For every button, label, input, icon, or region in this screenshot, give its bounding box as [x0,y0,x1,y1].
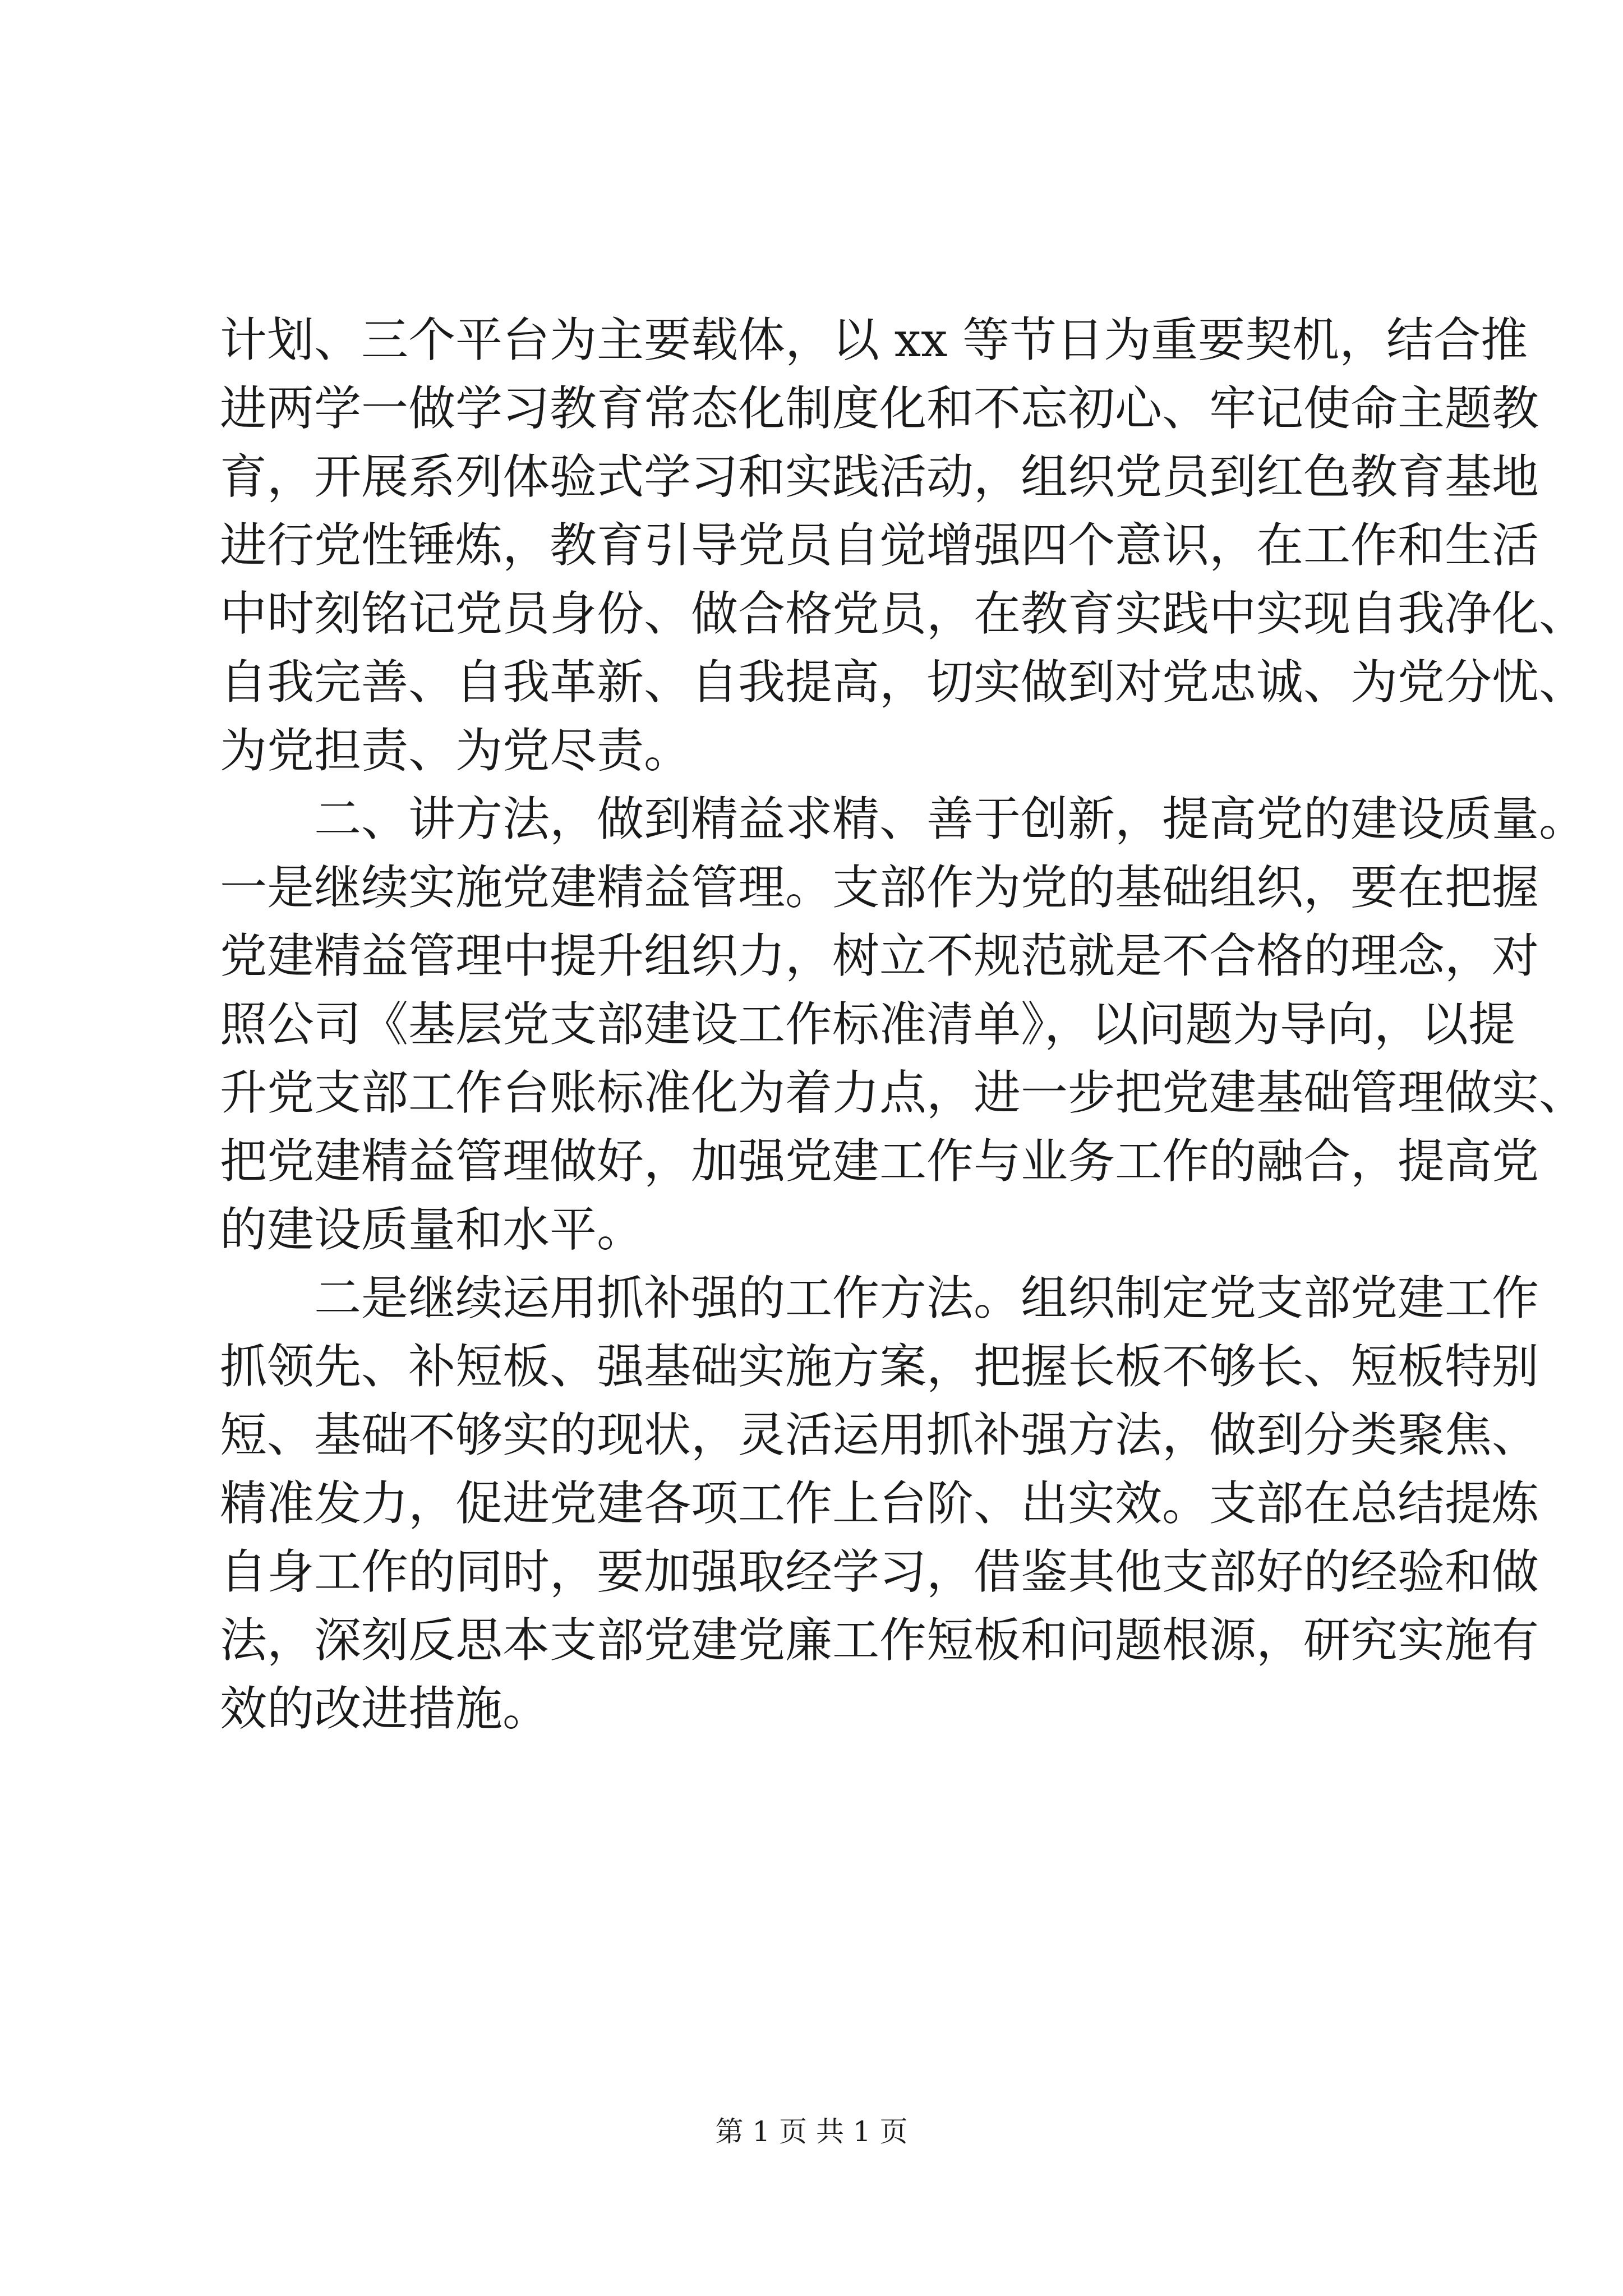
text-line: 升党支部工作台账标准化为着力点，进一步把党建基础管理做实、 [220,1065,1587,1120]
text-line: 抓领先、补短板、强基础实施方案，把握长板不够长、短板特别 [220,1339,1539,1394]
text-line: 的建设质量和水平。 [220,1202,644,1257]
text-line: 中时刻铭记党员身份、做合格党员，在教育实践中实现自我净化、 [220,586,1587,641]
text-line: 自身工作的同时，要加强取经学习，借鉴其他支部好的经验和做 [220,1544,1539,1599]
text-line: 精准发力，促进党建各项工作上台阶、出实效。支部在总结提炼 [220,1476,1539,1531]
text-line: 为党担责、为党尽责。 [220,723,691,778]
text-line: 育，开展系列体验式学习和实践活动，组织党员到红色教育基地 [220,449,1539,504]
text-line: 法，深刻反思本支部党建党廉工作短板和问题根源，研究实施有 [220,1613,1539,1668]
text-line: 照公司《基层党支部建设工作标准清单》，以问题为导向，以提 [220,997,1516,1052]
page-footer: 第 1 页 共 1 页 [715,2115,908,2148]
section-heading: 二、讲方法，做到精益求精、善于创新，提高党的建设质量。 [314,792,1587,846]
text-line: 计划、三个平台为主要载体，以 xx 等节日为重要契机，结合推 [220,312,1528,367]
text-line: 党建精益管理中提升组织力，树立不规范就是不合格的理念，对 [220,928,1539,983]
text-line: 短、基础不够实的现状，灵活运用抓补强方法，做到分类聚焦、 [220,1407,1539,1462]
text-line: 进两学一做学习教育常态化制度化和不忘初心、牢记使命主题教 [220,381,1539,436]
text-line: 进行党性锤炼，教育引导党员自觉增强四个意识，在工作和生活 [220,518,1539,573]
text-line: 一是继续实施党建精益管理。支部作为党的基础组织，要在把握 [220,860,1539,915]
text-line: 把党建精益管理做好，加强党建工作与业务工作的融合，提高党 [220,1134,1539,1189]
text-line: 二是继续运用抓补强的工作方法。组织制定党支部党建工作 [314,1271,1539,1326]
text-line: 自我完善、自我革新、自我提高，切实做到对党忠诚、为党分忧、 [220,655,1587,710]
body-text [220,306,1587,1743]
text-line: 效的改进措施。 [220,1681,550,1736]
